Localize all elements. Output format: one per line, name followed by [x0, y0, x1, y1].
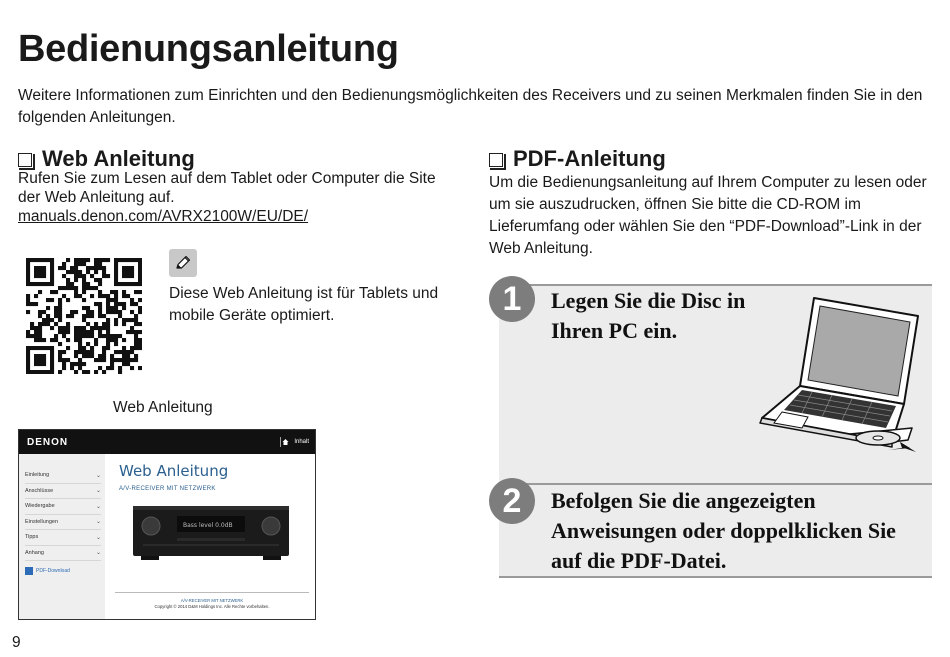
chevron-down-icon: ⌄ [95, 472, 101, 479]
steps-divider [499, 483, 932, 485]
sidebar-item: Anhang ⌄ [25, 546, 101, 562]
denon-logo: DENON [27, 436, 69, 448]
step-1-text: Legen Sie die Disc in Ihren PC ein. [551, 288, 746, 343]
chevron-down-icon: ⌄ [95, 534, 101, 541]
checkbox-icon [489, 153, 503, 167]
qr-code [26, 258, 142, 374]
screenshot-header [19, 430, 315, 454]
web-manual-screenshot [18, 429, 316, 620]
intro-text: Weitere Informationen zum Einrichten und den Bedienungsmöglichkeiten des Receivers und zu seinen Merkmalen finden Sie in den folgenden Anleitungen. [18, 87, 923, 126]
chevron-down-icon: ⌄ [95, 503, 101, 510]
tablet-note: Diese Web Anleitung ist für Tablets und mobile Geräte optimiert. [169, 285, 439, 324]
chevron-down-icon: ⌄ [95, 550, 101, 557]
step-2-number: 2 [489, 478, 535, 524]
web-manual-link[interactable]: manuals.denon.com/AVRX2100W/EU/DE/ [18, 208, 309, 225]
screenshot-caption: Web Anleitung [113, 399, 213, 416]
sidebar-item: Anschlüsse ⌄ [25, 484, 101, 500]
screenshot-footer: A/V-RECEIVER MIT NETZWERK Copyright © 2014 D&M Holdings Inc. Alle Rechte vorbehalten. [115, 592, 309, 610]
receiver-display: Bass level 0.0dB [183, 522, 233, 529]
sidebar-item: Tipps ⌄ [25, 530, 101, 546]
receiver-image [133, 502, 289, 562]
contents-label: Inhalt [294, 439, 309, 445]
pdf-section-heading [489, 146, 666, 172]
chevron-down-icon: ⌄ [95, 488, 101, 495]
laptop-with-disc-illustration [752, 292, 924, 460]
sidebar-item: Einstellungen ⌄ [25, 515, 101, 531]
screenshot-sidebar [19, 454, 105, 620]
sidebar-item: Einleitung ⌄ [25, 468, 101, 484]
screenshot-subtitle: A/V-RECEIVER MIT NETZWERK [119, 486, 216, 492]
chevron-down-icon: ⌄ [95, 519, 101, 526]
pdf-section-text: Um die Bedienungsanleitung auf Ihrem Computer zu lesen oder um sie auszudrucken, öffnen Sie bitte die CD-ROM im Lieferumfang oder wählen Sie den “PDF-Download”-Link in der Web Anleitung. [489, 174, 927, 257]
page-title: Bedienungsanleitung [18, 28, 399, 70]
home-icon [280, 437, 290, 447]
screenshot-title: Web Anleitung [119, 462, 229, 480]
screenshot-main [105, 454, 315, 620]
pdf-icon [25, 567, 33, 575]
page-number: 9 [12, 634, 21, 651]
pencil-icon [169, 249, 197, 277]
step-2-text: Befolgen Sie die angezeigten Anweisungen oder doppelklicken Sie auf die PDF-Datei. [551, 488, 896, 573]
sidebar-pdf-download: PDF-Download [25, 567, 101, 575]
step-1-number: 1 [489, 276, 535, 322]
pdf-heading-text: PDF-Anleitung [513, 146, 666, 171]
screenshot-contents [280, 437, 309, 447]
sidebar-item: Wiedergabe ⌄ [25, 499, 101, 515]
web-section-text: Rufen Sie zum Lesen auf dem Tablet oder Computer die Site der Web Anleitung auf. [18, 170, 436, 206]
web-heading-text: Web Anleitung [42, 146, 195, 171]
checkbox-icon [18, 153, 32, 167]
